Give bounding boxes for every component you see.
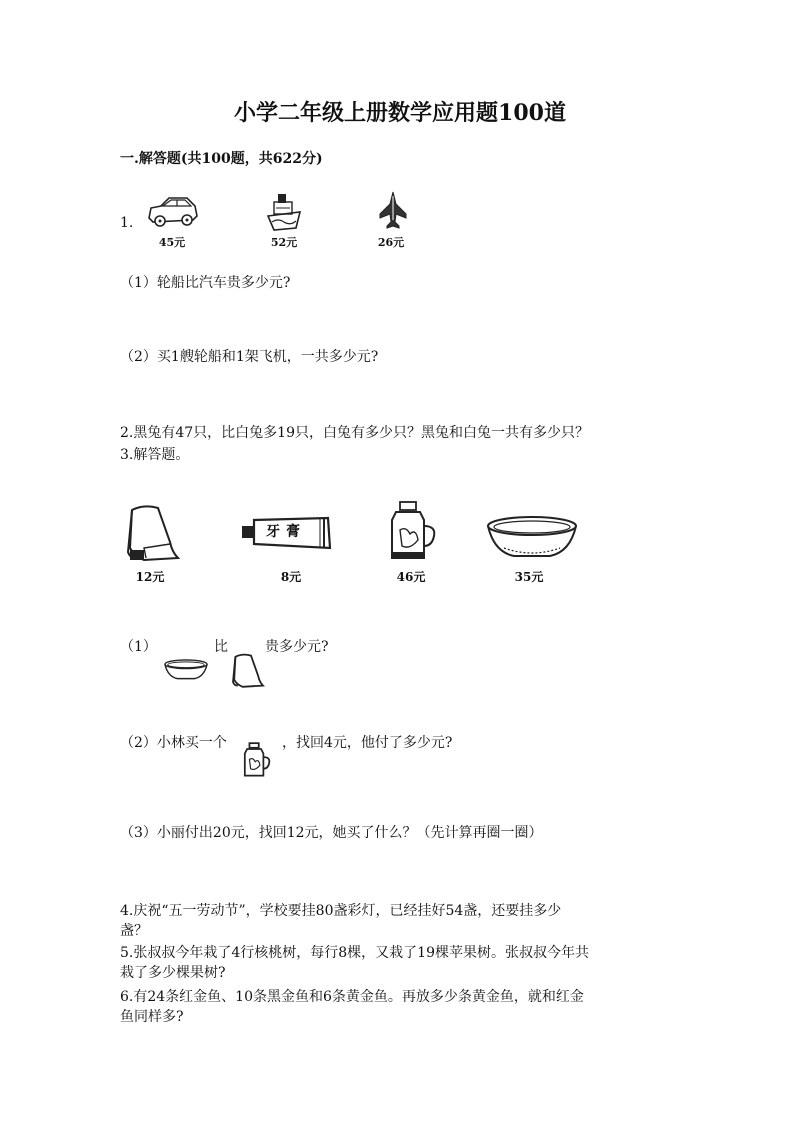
section-heading: 一.解答题(共100题，共622分) <box>120 151 323 167</box>
toothpaste-label: 牙膏 <box>266 524 306 540</box>
q2-text: 2.黑兔有47只，比白兔多19只，白兔有多少只？黑兔和白兔一共有多少只？ <box>120 425 589 441</box>
q4-line1: 4.庆祝“五一劳动节”，学校要挂80盏彩灯，已经挂好54盏，还要挂多少 <box>120 903 562 919</box>
car-icon <box>145 192 201 230</box>
q3-sub1-prefix: （1） <box>120 639 157 655</box>
car-price: 45元 <box>158 236 186 249</box>
q5-line1: 5.张叔叔今年栽了4行核桃树，每行8棵，又栽了19棵苹果树。张叔叔今年共 <box>120 945 589 961</box>
page-title: 小学二年级上册数学应用题100道 <box>234 100 566 126</box>
q3-sub3: （3）小丽付出20元，找回12元，她买了什么？（先计算再圈一圈） <box>120 825 543 841</box>
towel-icon <box>124 502 182 562</box>
cup-icon-small <box>242 742 272 778</box>
q3-sub2-suffix: ，找回4元，他付了多少元? <box>282 735 453 751</box>
cup-icon <box>388 500 438 562</box>
basin-icon <box>484 514 580 562</box>
q3-sub1-mid: 比 <box>214 639 228 655</box>
basin-icon-small <box>163 656 209 684</box>
airplane-price: 26元 <box>377 236 405 249</box>
q1-sub1: （1）轮船比汽车贵多少元? <box>120 275 291 291</box>
ship-icon <box>264 190 304 232</box>
q3-sub1-suffix: 贵多少元? <box>265 639 329 655</box>
q4-line2: 盏？ <box>120 923 148 939</box>
basin-price: 35元 <box>514 570 544 584</box>
q1-number: 1. <box>120 215 134 231</box>
q1-sub2: （2）买1艘轮船和1架飞机，一共多少元? <box>120 349 379 365</box>
q3-sub2-prefix: （2）小林买一个 <box>120 735 227 751</box>
cup-price: 46元 <box>396 570 426 584</box>
airplane-icon <box>378 190 408 230</box>
towel-icon-small <box>230 652 266 688</box>
q6-line1: 6.有24条红金鱼、10条黑金鱼和6条黄金鱼。再放多少条黄金鱼，就和红金 <box>120 989 584 1005</box>
q3-title: 3.解答题。 <box>120 447 190 463</box>
toothpaste-price: 8元 <box>280 570 302 584</box>
towel-price: 12元 <box>135 570 165 584</box>
q6-line2: 鱼同样多? <box>120 1009 184 1025</box>
ship-price: 52元 <box>270 236 298 249</box>
q5-line2: 栽了多少棵果树? <box>120 965 226 981</box>
